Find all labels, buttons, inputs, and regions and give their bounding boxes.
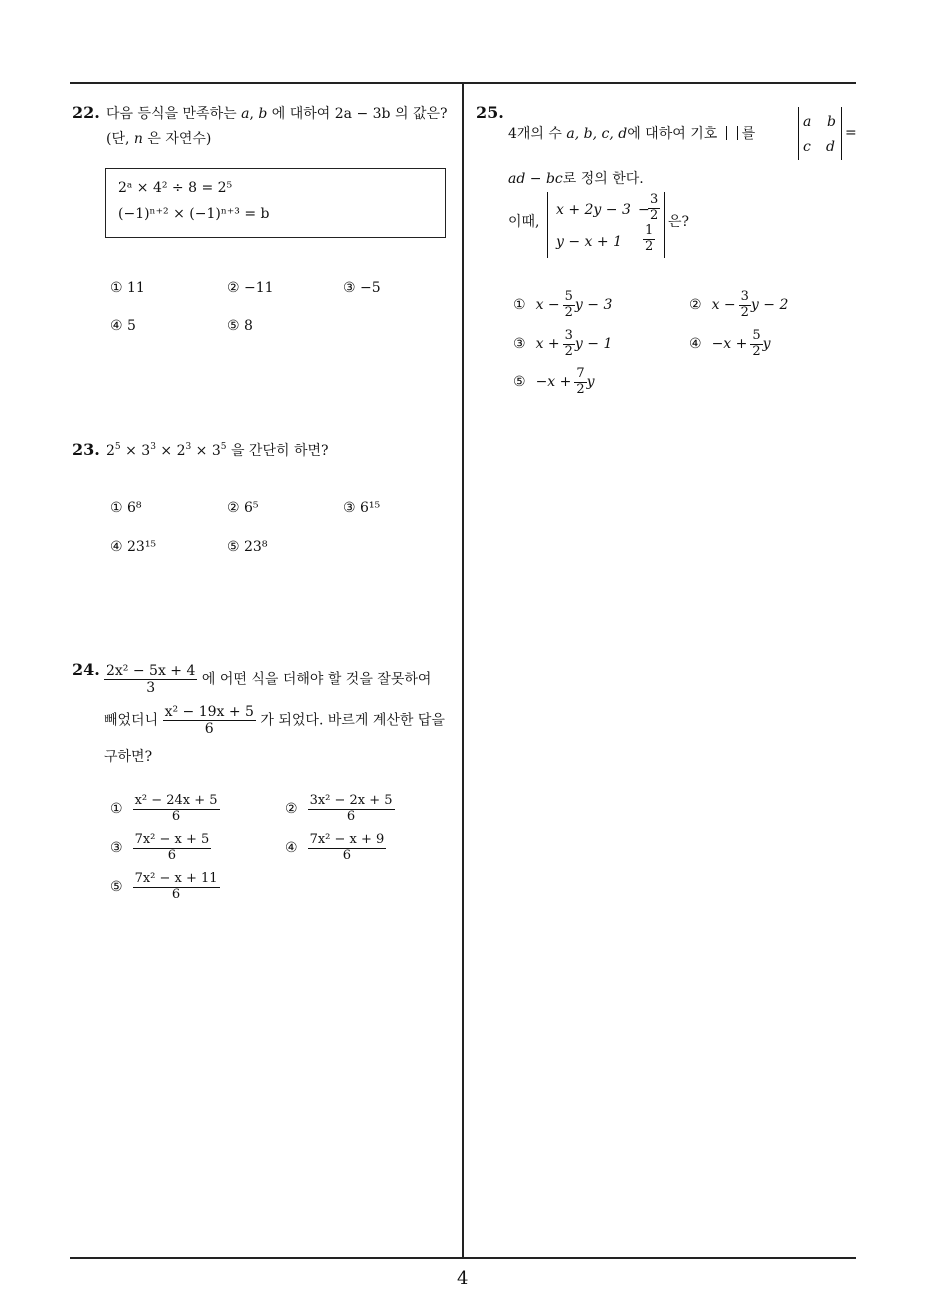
q25-line2-tail: 로 정의 한다. xyxy=(562,171,644,187)
q25-option-2-pre: x − xyxy=(711,297,736,314)
q25-m12-denominator: 2 xyxy=(650,207,659,223)
q25-equals: = xyxy=(845,125,857,141)
q25-option-5-fraction xyxy=(574,367,586,398)
q24-option-2-mark: ② xyxy=(285,801,298,818)
q23-option-3[interactable]: ③ 6¹⁵ xyxy=(343,500,381,516)
q25-option-3[interactable] xyxy=(513,329,612,360)
q25-option-4-numerator: 5 xyxy=(752,328,761,343)
q25-option-2-fraction xyxy=(739,290,751,321)
q24-option-2-fraction xyxy=(308,794,395,825)
q24-option-1[interactable] xyxy=(110,794,220,825)
q22-option-5[interactable]: ⑤ 8 xyxy=(227,318,253,334)
q25-line2 xyxy=(508,172,644,186)
q25-option-1-post: y − 3 xyxy=(574,297,613,314)
q24-fraction-2 xyxy=(163,704,256,737)
q25-m12 xyxy=(648,193,660,224)
q25-option-4-post: y xyxy=(762,336,771,353)
q23-option-2[interactable]: ② 6⁵ xyxy=(227,500,259,516)
q24-option-5[interactable] xyxy=(110,872,220,903)
q24-option-4-fraction xyxy=(308,833,387,864)
q25-option-5-mark: ⑤ xyxy=(513,374,526,391)
bottom-rule xyxy=(70,1257,856,1259)
q25-option-3-fraction xyxy=(563,329,575,360)
q24-option-3-mark: ③ xyxy=(110,840,123,857)
q25-option-5-post: y xyxy=(586,374,595,391)
q25-option-5-pre: −x + xyxy=(535,374,572,391)
q25-m22-fraction xyxy=(643,224,655,255)
q22-line1-b: 에 대하여 xyxy=(271,106,331,122)
q25-m12-fraction xyxy=(648,193,660,224)
q24-option-5-fraction xyxy=(133,872,220,903)
q24-option-4-mark: ④ xyxy=(285,840,298,857)
q24-option-2-numerator: 3x² − 2x + 5 xyxy=(309,793,393,808)
q22-line2-a: (단, xyxy=(106,131,130,147)
q25-option-2-post: y − 2 xyxy=(750,297,789,314)
q25-line1 xyxy=(508,126,755,141)
q24-option-1-mark: ① xyxy=(110,801,123,818)
q25-option-4-denominator: 2 xyxy=(752,343,761,359)
q25-option-5-denominator: 2 xyxy=(576,381,585,397)
q25-option-4-fraction xyxy=(750,329,762,360)
q24-line1 xyxy=(104,663,431,696)
q25-line1-a: 4개의 수 xyxy=(508,126,562,142)
q22-var-n: n xyxy=(133,131,143,147)
q25-option-4-mark: ④ xyxy=(689,336,702,353)
q23-option-1[interactable]: ① 6⁸ xyxy=(110,500,142,516)
q24-fraction-1-numerator: 2x² − 5x + 4 xyxy=(106,663,196,679)
q24-option-2[interactable] xyxy=(285,794,395,825)
q25-option-3-post: y − 1 xyxy=(574,336,613,353)
q25-m22 xyxy=(643,224,655,255)
q22-line2 xyxy=(106,132,211,146)
q25-option-2-numerator: 3 xyxy=(740,289,749,304)
q25-m12-numerator: 3 xyxy=(650,192,659,207)
q25-option-3-numerator: 3 xyxy=(564,328,573,343)
q25-m12-sign: − xyxy=(638,202,650,218)
q25-option-3-pre: x + xyxy=(535,336,560,353)
q25-option-4-pre: −x + xyxy=(711,336,748,353)
q24-fraction-2-denominator: 6 xyxy=(204,721,214,738)
q24-option-3[interactable] xyxy=(110,833,211,864)
q22-box-line2: (−1)ⁿ⁺² × (−1)ⁿ⁺³ = b xyxy=(118,206,270,222)
q24-line1-tail: 에 어떤 식을 더해야 할 것을 잘못하여 xyxy=(201,671,432,688)
q25-det-a: a xyxy=(803,114,812,130)
q25-line2-expr: ad − bc xyxy=(508,171,563,187)
q24-fraction-1 xyxy=(104,663,197,696)
q24-option-4-denominator: 6 xyxy=(342,847,352,863)
q25-option-1-fraction xyxy=(563,290,575,321)
q22-box-line1: 2ᵃ × 4² ÷ 8 = 2⁵ xyxy=(118,180,233,196)
column-divider xyxy=(462,82,464,1258)
q22-comma: , xyxy=(249,106,254,122)
q25-line3-tail: 은? xyxy=(668,214,690,230)
q25-option-3-denominator: 2 xyxy=(564,343,573,359)
q24-option-3-denominator: 6 xyxy=(167,847,177,863)
q24-option-1-fraction xyxy=(133,794,220,825)
q25-empty-symbol xyxy=(726,126,738,140)
q24-fraction-2-numerator: x² − 19x + 5 xyxy=(164,704,254,720)
q24-line2-head: 빼었더니 xyxy=(104,712,159,729)
q24-option-1-numerator: x² − 24x + 5 xyxy=(134,793,218,808)
q24-option-4-numerator: 7x² − x + 9 xyxy=(309,832,385,847)
q22-line1-c: 의 값은? xyxy=(394,106,448,122)
q25-option-1-numerator: 5 xyxy=(564,289,573,304)
q24-option-5-numerator: 7x² − x + 11 xyxy=(134,871,218,886)
q25-m11: x + 2y − 3 xyxy=(556,202,631,218)
q23-number: 23. xyxy=(72,440,100,459)
q25-option-1[interactable] xyxy=(513,290,612,321)
q22-number: 22. xyxy=(72,103,100,122)
q25-option-2-denominator: 2 xyxy=(740,304,749,320)
q25-option-4[interactable] xyxy=(689,329,771,360)
q25-det-c: c xyxy=(803,139,811,155)
q24-option-4[interactable] xyxy=(285,833,386,864)
q25-m22-denominator: 2 xyxy=(645,238,654,254)
q24-option-5-denominator: 6 xyxy=(171,886,181,902)
q25-det-b: b xyxy=(827,114,836,130)
q22-option-2[interactable]: ② −11 xyxy=(227,280,274,296)
q24-option-3-fraction xyxy=(133,833,212,864)
q25-option-1-mark: ① xyxy=(513,297,526,314)
q24-number: 24. xyxy=(72,660,100,679)
page-number: 4 xyxy=(457,1268,469,1289)
q25-m22-numerator: 1 xyxy=(645,223,654,238)
q24-line2 xyxy=(104,704,445,737)
q22-expr: 2a − 3b xyxy=(334,106,391,122)
q25-option-5-numerator: 7 xyxy=(576,366,585,381)
q23-expression: $2^5 \times 3^3 \times 2^3 \times 3^5$ xyxy=(106,442,227,459)
q24-option-3-numerator: 7x² − x + 5 xyxy=(134,832,210,847)
q23-option-5[interactable]: ⑤ 23⁸ xyxy=(227,539,268,555)
q22-condition-box xyxy=(105,168,446,238)
q22-line1 xyxy=(106,107,448,121)
q22-line2-b: 은 자연수) xyxy=(147,131,212,147)
q22-option-3[interactable]: ③ −5 xyxy=(343,280,381,296)
q25-option-1-pre: x − xyxy=(535,297,560,314)
q25-option-2-mark: ② xyxy=(689,297,702,314)
q24-line2-tail: 가 되었다. 바르게 계산한 답을 xyxy=(260,712,445,729)
q25-option-5[interactable] xyxy=(513,367,595,398)
q23-question-tail: 을 간단히 하면? xyxy=(230,443,329,459)
q23-option-4[interactable]: ④ 23¹⁵ xyxy=(110,539,157,555)
q22-var-b: b xyxy=(258,106,268,122)
q22-var-a: a xyxy=(241,106,250,122)
q24-fraction-1-denominator: 3 xyxy=(146,680,156,697)
q22-option-4[interactable]: ④ 5 xyxy=(110,318,136,334)
q25-option-3-mark: ③ xyxy=(513,336,526,353)
q25-det-d: d xyxy=(826,139,835,155)
q25-option-2[interactable] xyxy=(689,290,788,321)
q25-m21: y − x + 1 xyxy=(556,234,622,250)
q22-line1-a: 다음 등식을 만족하는 xyxy=(106,106,237,122)
q25-line3-head: 이때, xyxy=(508,214,540,230)
q24-line3: 구하면? xyxy=(104,749,153,765)
q24-option-2-denominator: 6 xyxy=(346,808,356,824)
q25-line1-b: 에 대하여 기호 xyxy=(627,126,718,142)
q24-option-5-mark: ⑤ xyxy=(110,879,123,896)
q25-vars: a, b, c, d xyxy=(566,126,628,142)
q25-number: 25. xyxy=(476,103,504,122)
q23-question xyxy=(106,444,329,458)
q24-option-1-denominator: 6 xyxy=(171,808,181,824)
q22-option-1[interactable]: ① 11 xyxy=(110,280,145,296)
q25-line1-c: 를 xyxy=(741,126,756,142)
q25-option-1-denominator: 2 xyxy=(564,304,573,320)
